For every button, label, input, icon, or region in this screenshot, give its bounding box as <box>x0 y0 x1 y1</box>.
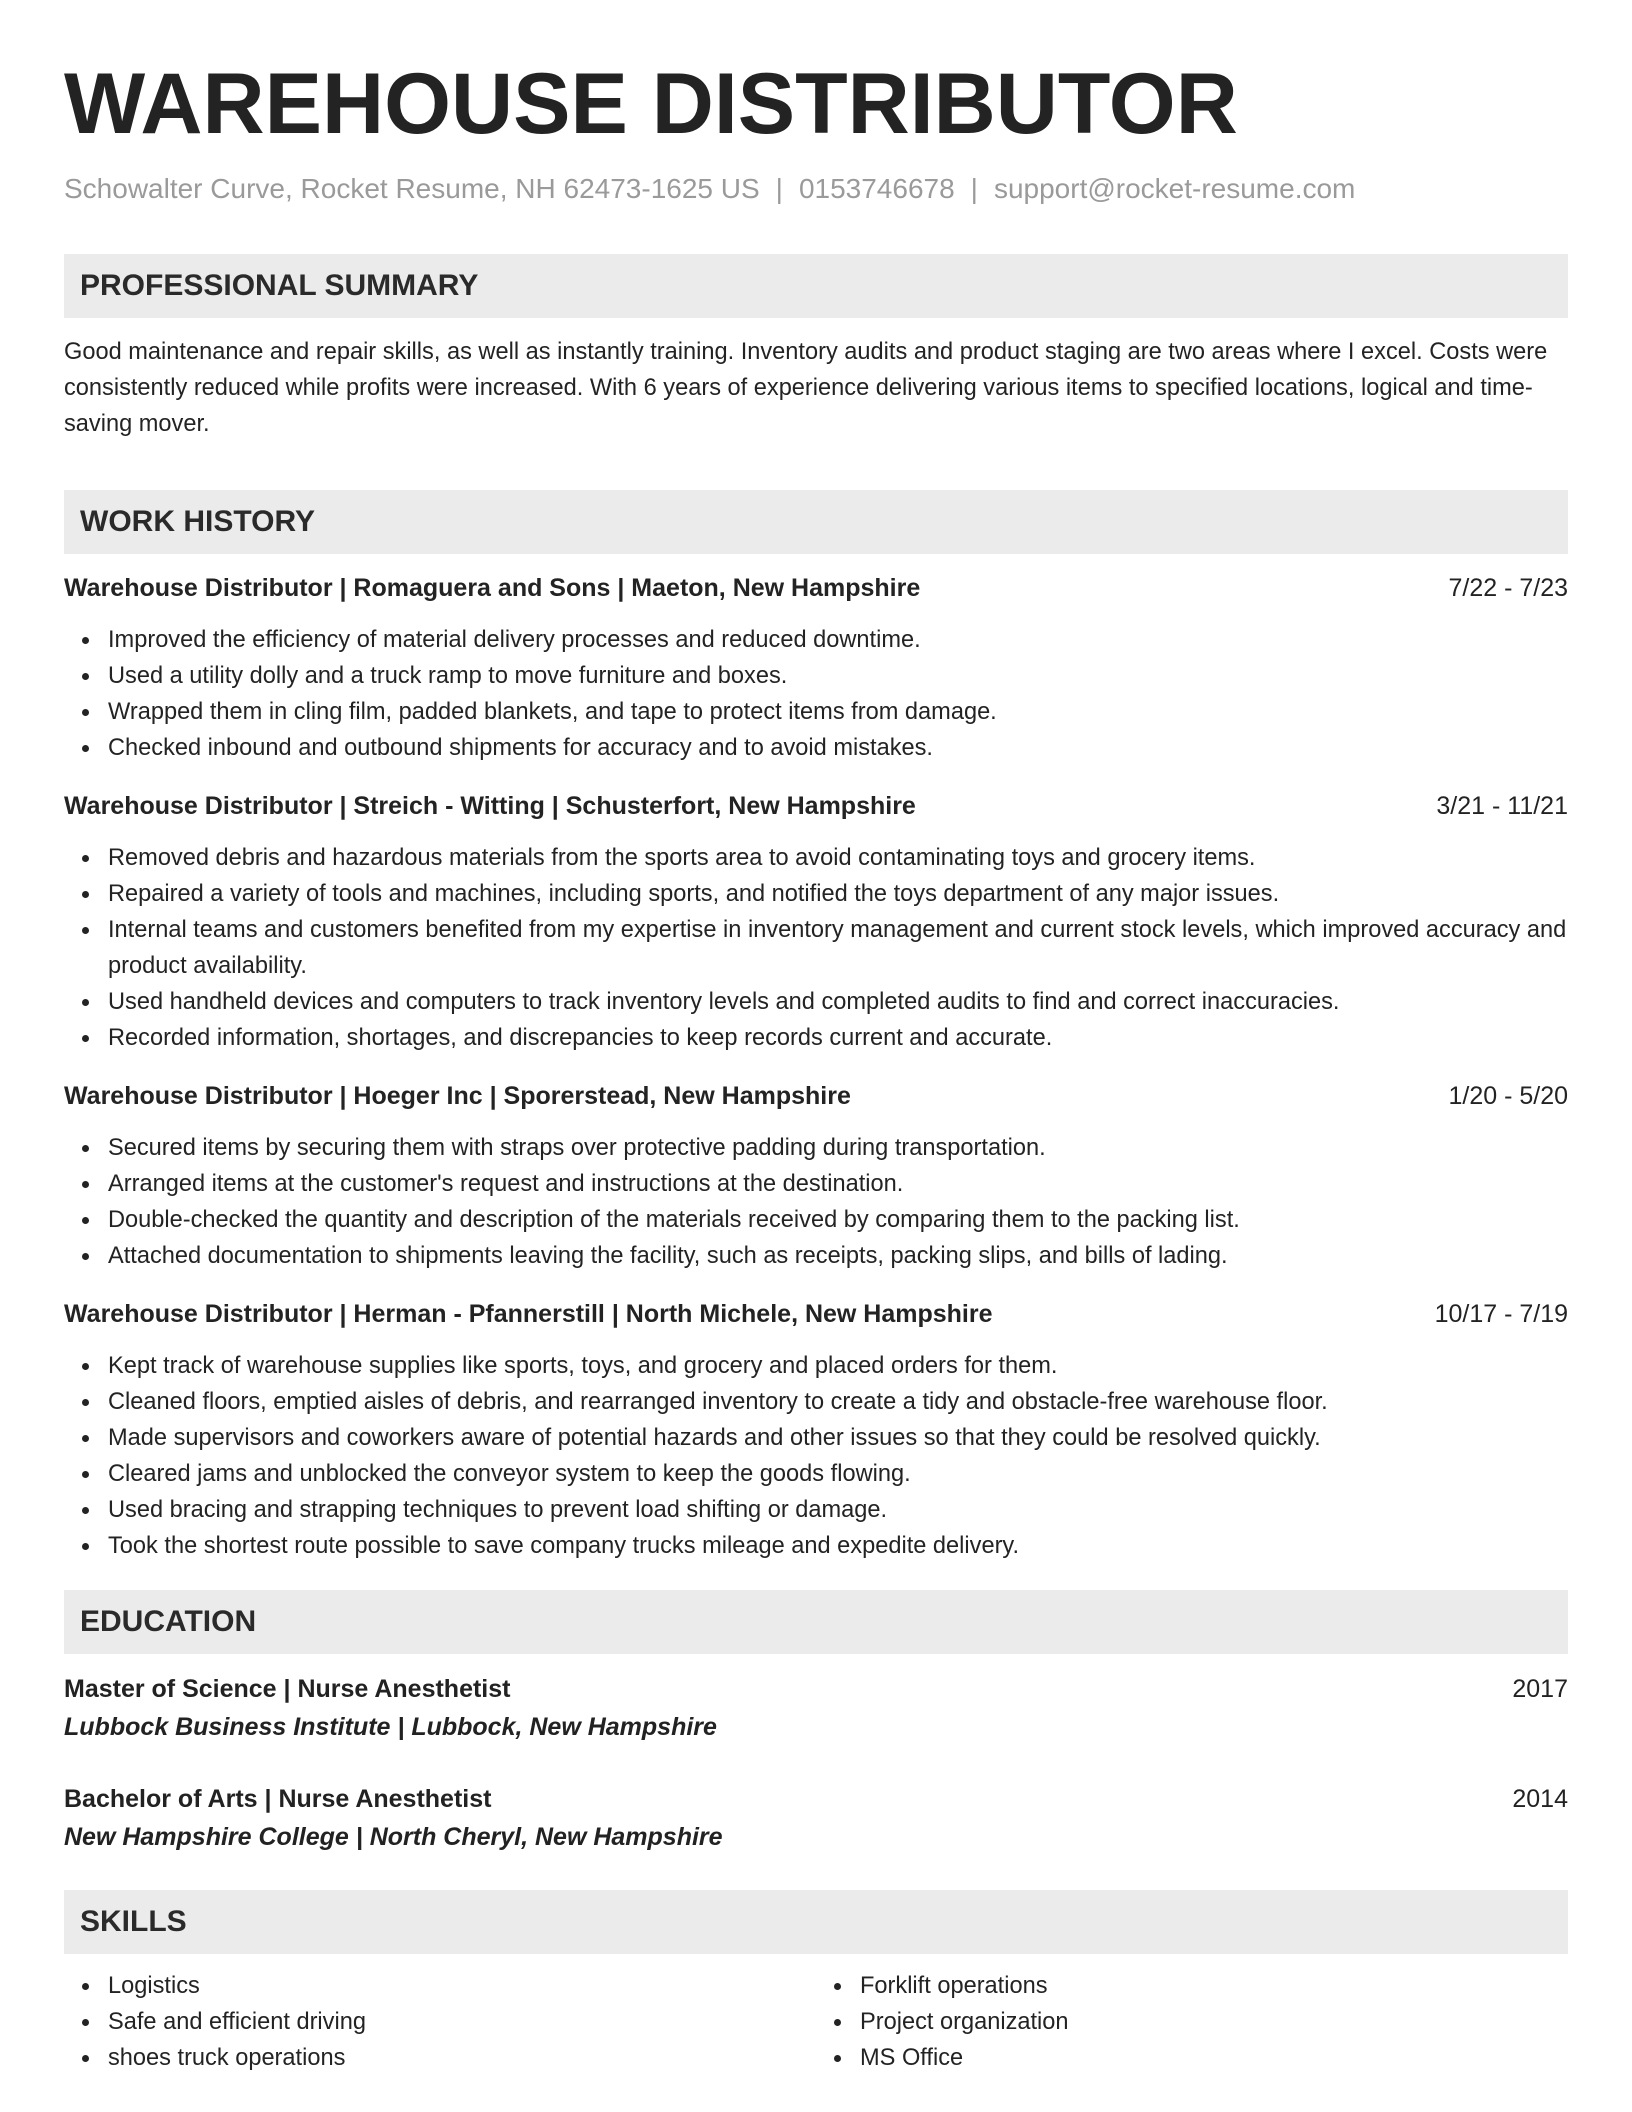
job-bullet: Attached documentation to shipments leaving the facility, such as receipts, packing slips, and bills of lading. <box>108 1238 1568 1274</box>
skill-item: Safe and efficient driving <box>108 2004 816 2040</box>
job-bullet: Wrapped them in cling film, padded blankets, and tape to protect items from damage. <box>108 694 1568 730</box>
education-list <box>64 1670 1568 1856</box>
education-entry <box>64 1780 1568 1856</box>
contact-address: Schowalter Curve, Rocket Resume, NH 62473-1625 US <box>64 173 760 204</box>
job-bullet: Used a utility dolly and a truck ramp to move furniture and boxes. <box>108 658 1568 694</box>
resume-name: WAREHOUSE DISTRIBUTOR <box>64 56 1238 152</box>
job-dates: 1/20 - 5/20 <box>1448 1082 1568 1110</box>
job-dates: 10/17 - 7/19 <box>1434 1300 1568 1328</box>
contact-line <box>64 172 1568 206</box>
job-header <box>64 1296 1568 1332</box>
job-bullet: Checked inbound and outbound shipments for accuracy and to avoid mistakes. <box>108 730 1568 766</box>
job-bullet: Made supervisors and coworkers aware of potential hazards and other issues so that they could be resolved quickly. <box>108 1420 1568 1456</box>
job-bullet: Arranged items at the customer's request and instructions at the destination. <box>108 1166 1568 1202</box>
job-bullet: Used handheld devices and computers to track inventory levels and completed audits to find and correct inaccuracies. <box>108 984 1568 1020</box>
contact-separator: | <box>970 173 978 204</box>
job-bullet: Kept track of warehouse supplies like sports, toys, and grocery and placed orders for them. <box>108 1348 1568 1384</box>
education-header <box>64 1780 1568 1818</box>
education-header <box>64 1670 1568 1708</box>
summary-text: Good maintenance and repair skills, as well as instantly training. Inventory audits and product staging are two areas where I excel. Costs were consistently reduced while profits were increased. With 6 years of experience delivering various items to specified locations, logical and time-saving mover. <box>64 339 1548 437</box>
skills-list <box>64 1968 1568 2076</box>
job-bullet: Used bracing and strapping techniques to prevent load shifting or damage. <box>108 1492 1568 1528</box>
section-heading-work: WORK HISTORY <box>64 490 1568 554</box>
skill-item: Forklift operations <box>860 1968 1568 2004</box>
job-entry <box>64 1296 1568 1564</box>
skill-item: MS Office <box>860 2040 1568 2076</box>
job-title: Warehouse Distributor | Hoeger Inc | Sporerstead, New Hampshire <box>64 1082 851 1110</box>
job-bullet: Cleared jams and unblocked the conveyor system to keep the goods flowing. <box>108 1456 1568 1492</box>
section-heading-skills: SKILLS <box>64 1890 1568 1954</box>
contact-separator: | <box>775 173 783 204</box>
skills-column-right <box>816 1968 1568 2076</box>
job-bullets <box>64 1130 1568 1274</box>
contact-phone: 0153746678 <box>798 173 955 204</box>
education-school: New Hampshire College | North Cheryl, New Hampshire <box>64 1823 723 1851</box>
skill-item: Logistics <box>108 1968 816 2004</box>
job-entry <box>64 570 1568 766</box>
job-header <box>64 570 1568 606</box>
job-bullet: Removed debris and hazardous materials from the sports area to avoid contaminating toys and grocery items. <box>108 840 1568 876</box>
education-entry <box>64 1670 1568 1746</box>
contact-email: support@rocket-resume.com <box>993 173 1356 204</box>
job-bullet: Improved the efficiency of material delivery processes and reduced downtime. <box>108 622 1568 658</box>
section-heading-summary: PROFESSIONAL SUMMARY <box>64 254 1568 318</box>
job-bullet: Repaired a variety of tools and machines, including sports, and notified the toys department of any major issues. <box>108 876 1568 912</box>
job-dates: 3/21 - 11/21 <box>1436 792 1568 820</box>
skill-item: shoes truck operations <box>108 2040 816 2076</box>
education-school: Lubbock Business Institute | Lubbock, New Hampshire <box>64 1713 717 1741</box>
job-title: Warehouse Distributor | Herman - Pfannerstill | North Michele, New Hampshire <box>64 1300 993 1328</box>
work-history-list <box>64 570 1568 1564</box>
job-title: Warehouse Distributor | Streich - Witting | Schusterfort, New Hampshire <box>64 792 916 820</box>
job-bullets <box>64 840 1568 1056</box>
job-bullet: Secured items by securing them with straps over protective padding during transportation. <box>108 1130 1568 1166</box>
education-year: 2017 <box>1512 1675 1568 1703</box>
section-heading-education: EDUCATION <box>64 1590 1568 1654</box>
job-bullet: Cleaned floors, emptied aisles of debris, and rearranged inventory to create a tidy and obstacle-free warehouse floor. <box>108 1384 1568 1420</box>
job-bullets <box>64 1348 1568 1564</box>
job-bullets <box>64 622 1568 766</box>
job-bullet: Took the shortest route possible to save company trucks mileage and expedite delivery. <box>108 1528 1568 1564</box>
job-dates: 7/22 - 7/23 <box>1448 574 1568 602</box>
job-bullet: Recorded information, shortages, and discrepancies to keep records current and accurate. <box>108 1020 1568 1056</box>
job-header <box>64 788 1568 824</box>
job-title: Warehouse Distributor | Romaguera and Sons | Maeton, New Hampshire <box>64 574 921 602</box>
job-bullet: Internal teams and customers benefited from my expertise in inventory management and current stock levels, which improved accuracy and product availability. <box>108 912 1568 984</box>
job-header <box>64 1078 1568 1114</box>
education-degree: Bachelor of Arts | Nurse Anesthetist <box>64 1785 492 1813</box>
skill-item: Project organization <box>860 2004 1568 2040</box>
skills-column-left <box>64 1968 816 2076</box>
job-entry <box>64 1078 1568 1274</box>
job-bullet: Double-checked the quantity and description of the materials received by comparing them to the packing list. <box>108 1202 1568 1238</box>
education-year: 2014 <box>1512 1785 1568 1813</box>
job-entry <box>64 788 1568 1056</box>
education-degree: Master of Science | Nurse Anesthetist <box>64 1675 511 1703</box>
